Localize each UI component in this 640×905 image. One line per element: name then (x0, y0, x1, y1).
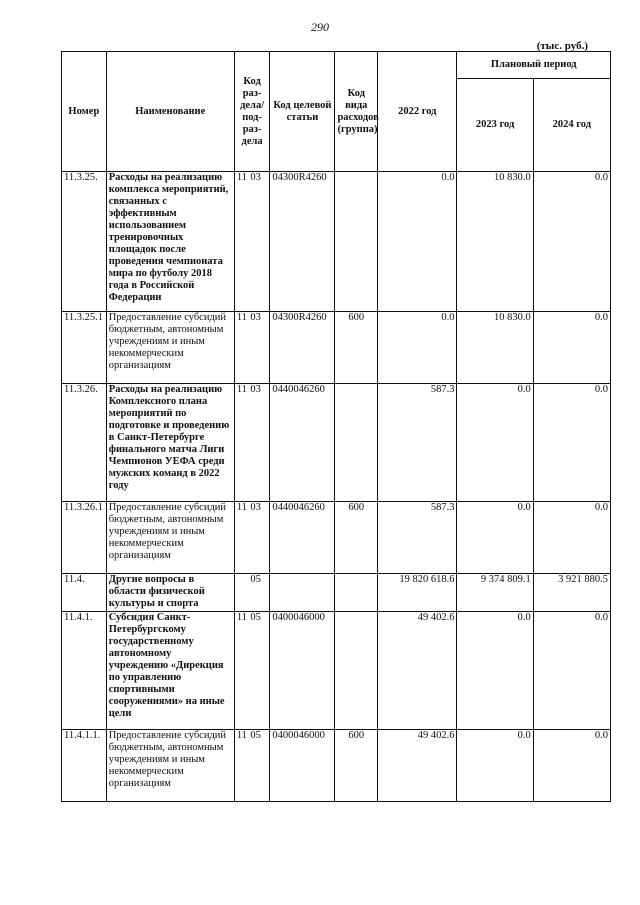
row-name: Предоставление субсидий бюджетным, автономным учреждениям и иным некоммерческим организациям (106, 502, 234, 574)
row-number: 11.3.25. (62, 172, 107, 312)
row-name: Предоставление субсидий бюджетным, автономным учреждениям и иным некоммерческим организациям (106, 730, 234, 802)
row-target-code: 0440046260 (270, 384, 335, 502)
table-row (62, 612, 611, 730)
row-name: Расходы на реализацию Комплексного плана мероприятий по подготовке и проведению в Санкт-Петербурге финального матча Лиги Чемпионов УЕФА среди мужских команд в 2022 году (106, 384, 234, 502)
page-number: 290 (311, 20, 329, 34)
subsection-code: 03 (250, 312, 261, 323)
header-section: Код раз- дела/ под- раз- дела (234, 52, 270, 172)
row-amount-2022: 0.0 (378, 172, 457, 312)
row-amount-2024: 0.0 (533, 312, 610, 384)
header-year-2022: 2022 год (378, 52, 457, 172)
table-row (62, 730, 611, 802)
row-amount-2023: 0.0 (457, 384, 533, 502)
row-amount-2022: 0.0 (378, 312, 457, 384)
row-expense-type (335, 384, 378, 502)
header-year-2024: 2024 год (533, 79, 610, 172)
row-amount-2023: 0.0 (457, 612, 533, 730)
row-amount-2022: 19 820 618.6 (378, 574, 457, 612)
row-target-code: 0440046260 (270, 502, 335, 574)
row-amount-2024: 0.0 (533, 612, 610, 730)
header-target: Код целевой статьи (270, 52, 335, 172)
table-body (62, 172, 611, 802)
row-expense-type: 600 (335, 502, 378, 574)
subsection-code: 05 (250, 612, 261, 623)
row-target-code: 04300R4260 (270, 312, 335, 384)
row-expense-type: 600 (335, 730, 378, 802)
row-expense-type: 600 (335, 312, 378, 384)
table-row (62, 384, 611, 502)
header-row-top (62, 52, 611, 79)
row-name: Субсидия Санкт-Петербургскому государственному автономному учреждению «Дирекция по управлению спортивными сооружениями» на иные цели (106, 612, 234, 730)
section-code: 11 (236, 384, 247, 395)
row-section-code (234, 730, 270, 802)
row-amount-2022: 49 402.6 (378, 730, 457, 802)
row-target-code: 0400046000 (270, 612, 335, 730)
row-section-code (234, 312, 270, 384)
row-amount-2024: 0.0 (533, 730, 610, 802)
row-number: 11.4.1.1. (62, 730, 107, 802)
row-number: 11.3.25.1 (62, 312, 107, 384)
row-amount-2022: 587.3 (378, 502, 457, 574)
row-amount-2024: 0.0 (533, 502, 610, 574)
row-amount-2024: 3 921 880.5 (533, 574, 610, 612)
section-code: 11 (236, 312, 247, 323)
table-row (62, 312, 611, 384)
header-year-2023: 2023 год (457, 79, 533, 172)
row-section-code (234, 502, 270, 574)
row-number: 11.4. (62, 574, 107, 612)
table-row (62, 574, 611, 612)
row-amount-2023: 0.0 (457, 502, 533, 574)
subsection-code: 05 (250, 730, 261, 741)
row-name: Предоставление субсидий бюджетным, автономным учреждениям и иным некоммерческим организациям (106, 312, 234, 384)
row-target-code: 04300R4260 (270, 172, 335, 312)
row-name: Расходы на реализацию комплекса мероприятий, связанных с эффективным использованием тренировочных площадок после проведения чемпионата мира по футболу 2018 года в Российской Федерации (106, 172, 234, 312)
row-name: Другие вопросы в области физической культуры и спорта (106, 574, 234, 612)
row-amount-2023: 9 374 809.1 (457, 574, 533, 612)
row-expense-type (335, 612, 378, 730)
row-section-code (234, 172, 270, 312)
row-number: 11.4.1. (62, 612, 107, 730)
table-row (62, 502, 611, 574)
row-target-code (270, 574, 335, 612)
subsection-code: 03 (250, 172, 261, 183)
row-amount-2024: 0.0 (533, 384, 610, 502)
row-amount-2022: 587.3 (378, 384, 457, 502)
row-section-code (234, 384, 270, 502)
row-target-code: 0400046000 (270, 730, 335, 802)
row-amount-2023: 10 830.0 (457, 172, 533, 312)
row-amount-2023: 10 830.0 (457, 312, 533, 384)
row-expense-type (335, 574, 378, 612)
subsection-code: 05 (250, 574, 261, 585)
row-section-code (234, 612, 270, 730)
section-code: 11 (236, 730, 247, 741)
header-number: Номер (62, 52, 107, 172)
units-label: (тыс. руб.) (536, 40, 588, 52)
header-expense-type: Код вида расходов (группа) (335, 52, 378, 172)
section-code: 11 (236, 172, 247, 183)
section-code: 11 (236, 502, 247, 513)
row-amount-2022: 49 402.6 (378, 612, 457, 730)
table-row (62, 172, 611, 312)
row-amount-2024: 0.0 (533, 172, 610, 312)
row-section-code (234, 574, 270, 612)
header-planning-period: Плановый период (457, 52, 611, 79)
budget-table (61, 51, 611, 802)
row-number: 11.3.26.1 (62, 502, 107, 574)
row-number: 11.3.26. (62, 384, 107, 502)
subsection-code: 03 (250, 384, 261, 395)
header-name: Наименование (106, 52, 234, 172)
section-code: 11 (236, 612, 247, 623)
subsection-code: 03 (250, 502, 261, 513)
row-expense-type (335, 172, 378, 312)
row-amount-2023: 0.0 (457, 730, 533, 802)
